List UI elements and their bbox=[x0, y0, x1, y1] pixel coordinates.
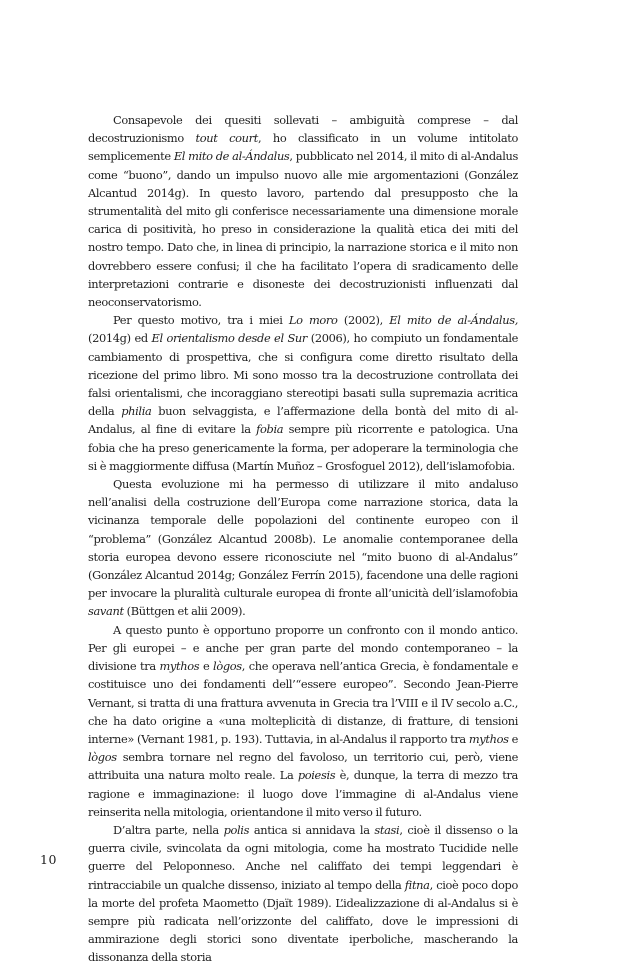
italic-run: tout court bbox=[195, 131, 258, 146]
italic-run: El orientalismo desde el Sur bbox=[151, 331, 308, 346]
italic-run: fobia bbox=[256, 422, 284, 437]
paragraph-5 bbox=[88, 821, 518, 967]
text-run: (2002), bbox=[337, 313, 390, 328]
italic-run: lògos bbox=[88, 750, 117, 765]
italic-run: mythos bbox=[159, 659, 200, 674]
italic-run: stasi bbox=[374, 822, 400, 837]
text-run: e bbox=[199, 659, 214, 674]
text-run: A questo punto è opportuno proporre un confronto con il mondo antico. Per gli europei – e anche per gran parte del mondo contemporaneo – la divisione tra bbox=[88, 622, 518, 674]
italic-run: philia bbox=[121, 404, 152, 419]
text-run: (Büttgen et alii 2009). bbox=[123, 604, 246, 619]
text-run: buon selvaggista, e l’affermazione della bontà del mito di al-Andalus, al fine di evitare la bbox=[88, 404, 518, 437]
text-run: sempre più ricorrente e patologica. Una fobia che ha preso genericamente la forma, per adoperare la terminologia che si è maggiormente diffusa (Martín Muñoz – Grosfoguel 2012), dell’islamofobia. bbox=[88, 422, 519, 473]
text-run: Consapevole dei quesiti sollevati – ambiguità comprese – dal decostruzionismo bbox=[88, 113, 518, 146]
body-text bbox=[88, 111, 518, 967]
paragraph-3 bbox=[88, 475, 518, 621]
text-run: (2006), ho compiuto un fondamentale cambiamento di prospettiva, che si configura come diretto risultato della ricezione del primo libro. Mi sono mosso tra la decostruzione controllata dei falsi orientalismi, che incoraggiano stereotipi basati sulla supremazia acritica della bbox=[88, 331, 518, 419]
paragraph-2 bbox=[88, 311, 518, 475]
paragraph-1 bbox=[88, 111, 518, 311]
text-run: , pubblicato nel 2014, il mito di al-Andalus come “buono”, dando un impulso nuovo alle mie argomentazioni (González Alcantud 2014g). In questo lavoro, partendo dal presupposto che la strumentalità del mito gli conferisce necessariamente una dimensione morale carica di positività, ho preso in considerazione la qualità etica dei miti del nostro tempo. Dato che, in linea di principio, la narrazione storica e il mito non dovrebbero essere confusi; il che ha facilitato l’opera di sradicamento delle interpretazioni contrarie e disoneste dei decostruzionisti influenzati dal neoconservatorismo. bbox=[88, 149, 519, 310]
italic-run: fitna bbox=[404, 877, 430, 892]
italic-run: El mito de al-Ándalus bbox=[173, 149, 290, 164]
italic-run: polis bbox=[223, 822, 250, 837]
text-run: , ho classificato in un volume intitolato semplicemente bbox=[88, 131, 518, 164]
text-run: Questa evoluzione mi ha permesso di utilizzare il mito andaluso nell’analisi della costruzione dell’Europa come narrazione storica, data la vicinanza temporale delle popolazioni del continente europeo con il “problema” (González Alcantud 2008b). Le anomalie contemporanee della storia europea devono essere riconosciute nel “mito buono di al-Andalus” (González Alcantud 2014g; González Ferrín 2015), facendone una delle ragioni per invocare la pluralità culturale europea di fronte all’unicità dell’islamofobia bbox=[88, 477, 518, 601]
page-number: 10 bbox=[40, 852, 57, 867]
italic-run: mythos bbox=[468, 731, 509, 746]
text-run: e bbox=[508, 731, 518, 746]
italic-run: Lo moro bbox=[288, 313, 338, 328]
text-run: sembra tornare nel regno del favoloso, un territorio cui, però, viene attribuita una natura molto reale. La bbox=[88, 750, 518, 783]
text-run: D’altra parte, nella bbox=[113, 822, 224, 837]
text-run: , cioè poco dopo la morte del profeta Maometto (Djaït 1989). L’idealizzazione di al-Andalus si è sempre più radicata nell’orizzonte del califfato, dove le impressioni di ammirazione degli storici sono diventate iperboliche, mascherando la dissonanza della storia bbox=[88, 877, 518, 965]
text-run: antica si annidava la bbox=[249, 822, 375, 837]
paragraph-4 bbox=[88, 621, 518, 821]
text-run: , che operava nell’antica Grecia, è fondamentale e costituisce uno dei fondamenti dell’“essere europeo”. Secondo Jean-Pierre Vernant, si tratta di una frattura avvenuta in Grecia tra l’VIII e il IV secolo a.C., che ha dato origine a «una molteplicità di distanze, di fratture, di tensioni interne» (Vernant 1981, p. 193). Tuttavia, in al-Andalus il rapporto tra bbox=[88, 659, 518, 746]
italic-run: savant bbox=[88, 604, 124, 619]
text-run: (2014g) ed bbox=[88, 331, 152, 346]
italic-run: El mito de al-Ándalus, bbox=[389, 313, 518, 328]
text-run: , cioè il dissenso o la guerra civile, svincolata da ogni mitologia, come ha mostrato Tucidide nelle guerre del Peloponneso. Anche nel califfato dei tempi leggendari è rintracciabile un qualche dissenso, iniziato al tempo della bbox=[88, 822, 518, 892]
italic-run: poiesis bbox=[297, 768, 336, 783]
text-run: Per questo motivo, tra i miei bbox=[113, 313, 289, 328]
text-run: è, dunque, la terra di mezzo tra ragione e immaginazione: il luogo dove l’immagine di al-Andalus viene reinserita nella mitologia, orientandone il mito verso il futuro. bbox=[88, 768, 518, 819]
italic-run: lògos bbox=[213, 659, 242, 674]
